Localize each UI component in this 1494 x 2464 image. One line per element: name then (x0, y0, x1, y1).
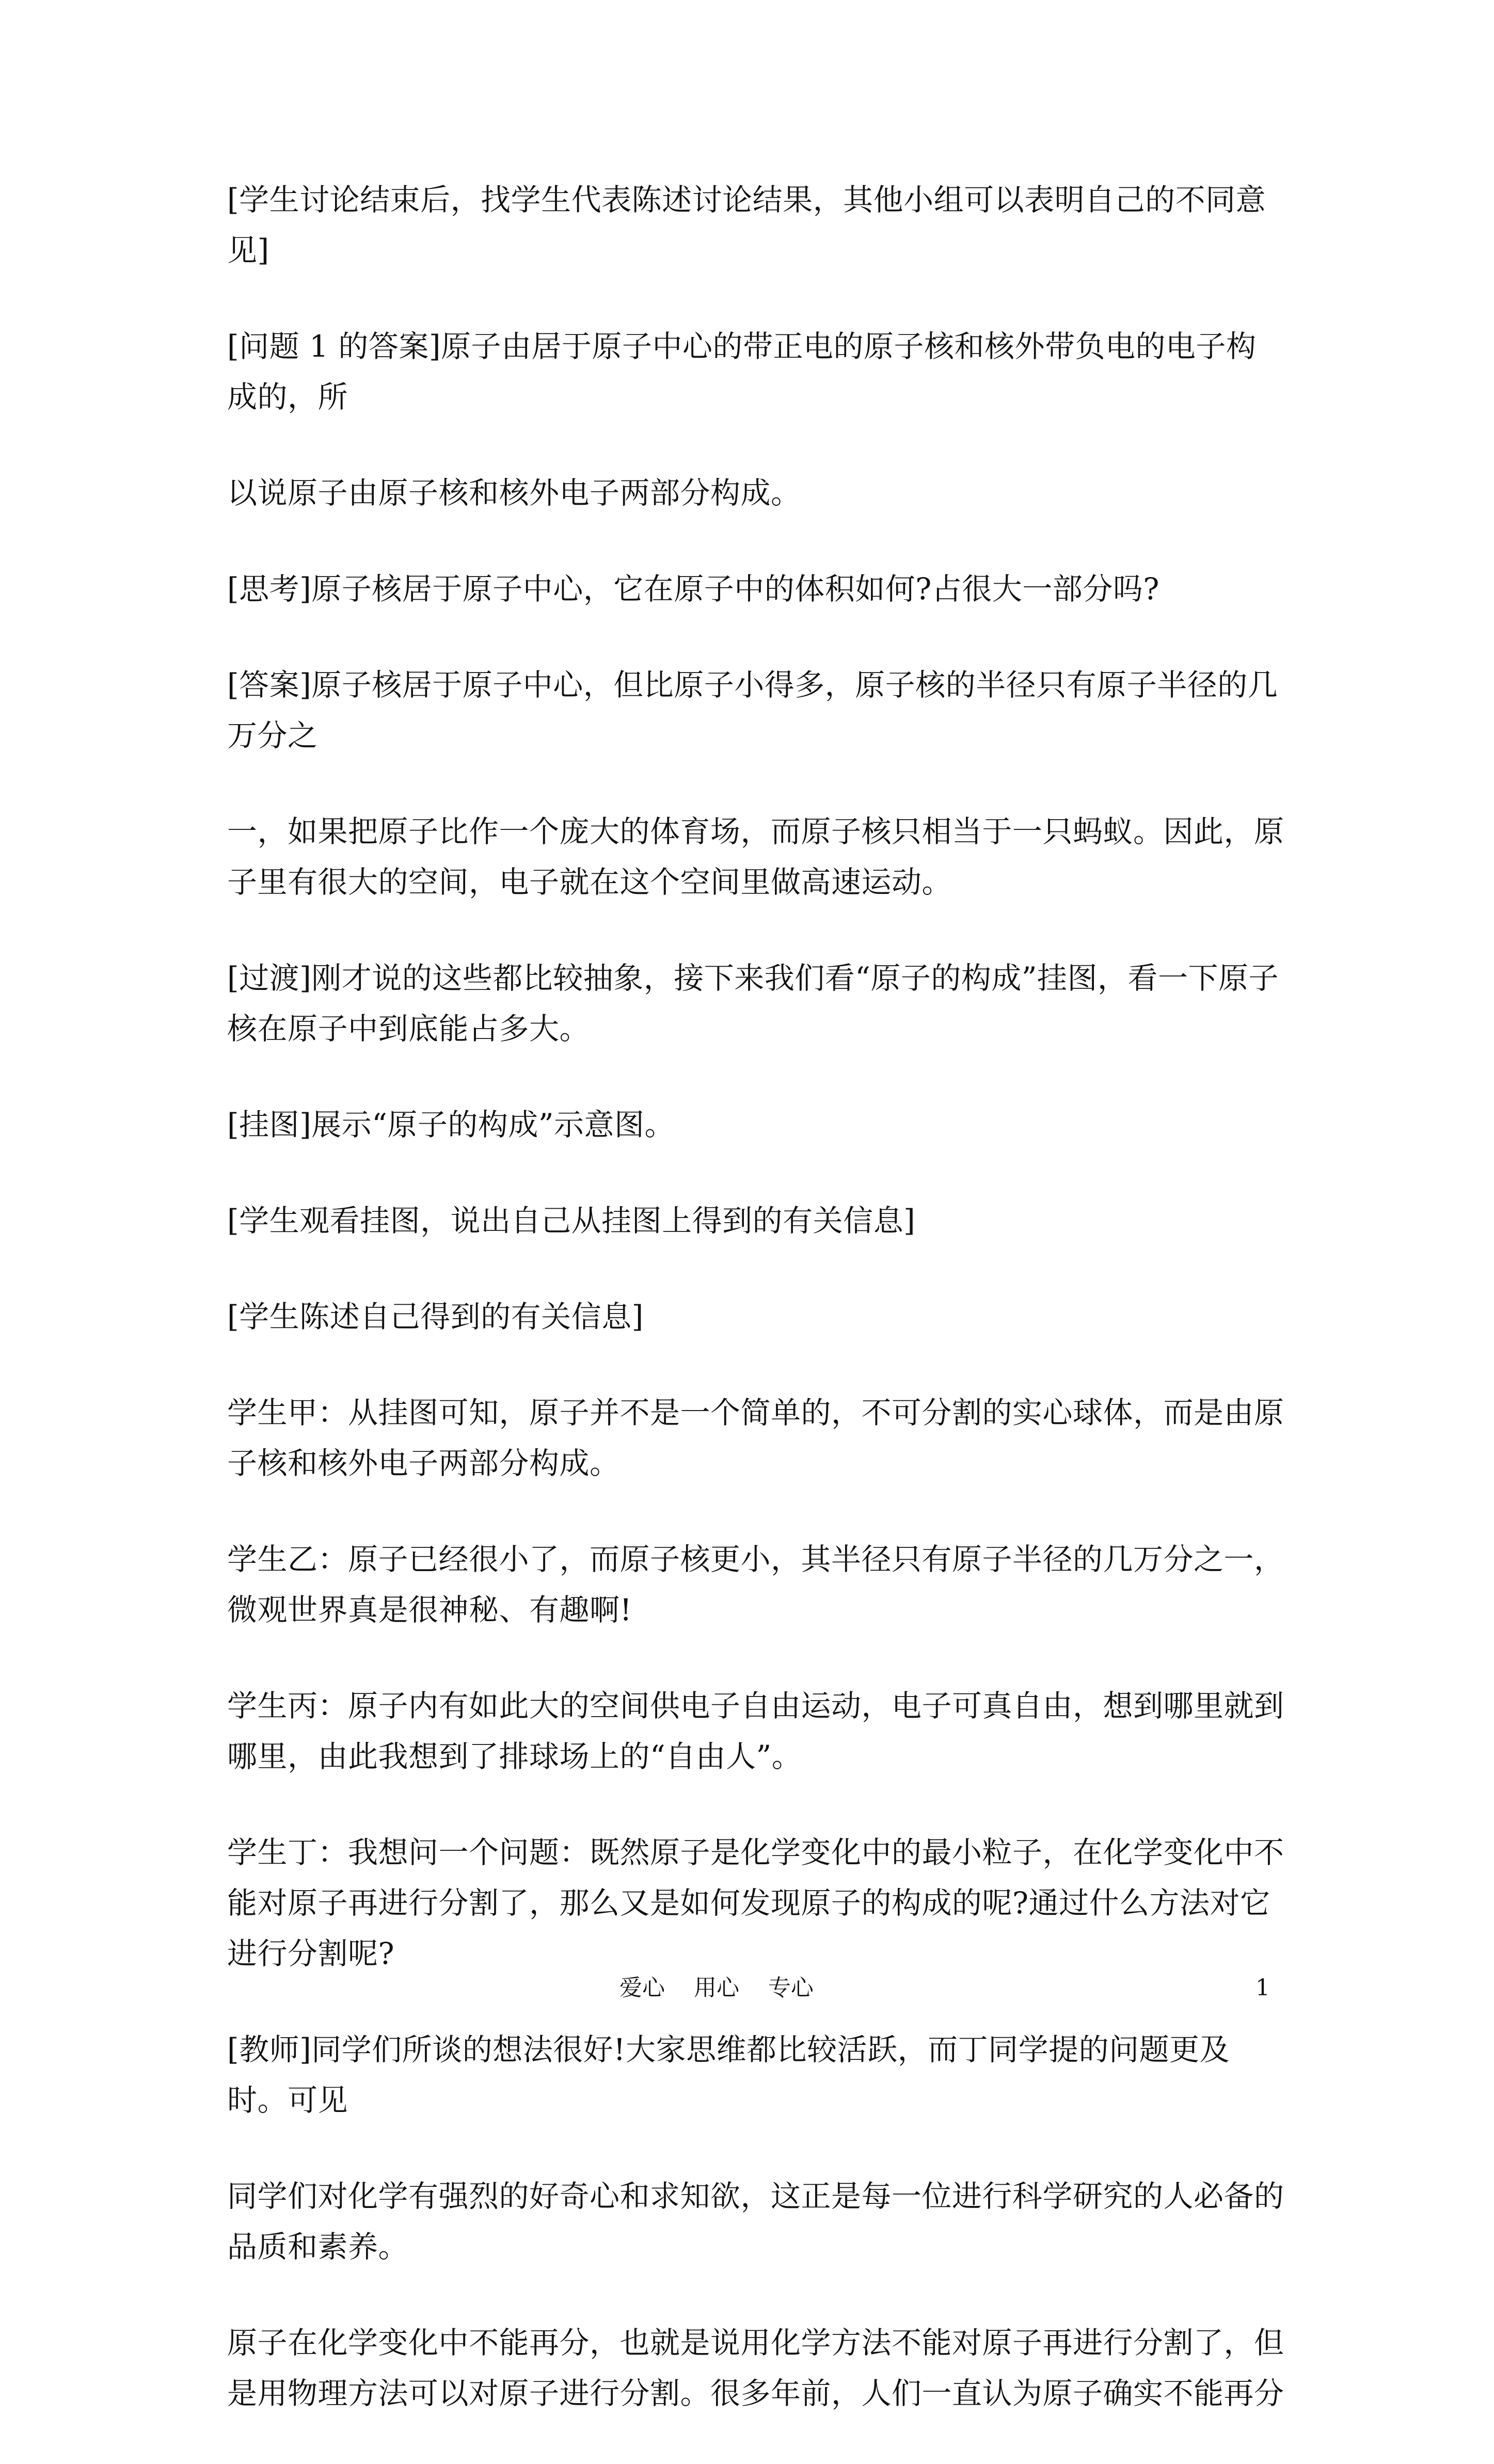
paragraph: [答案]原子核居于原子中心，但比原子小得多，原子核的半径只有原子半径的几万分之 (227, 667, 1278, 753)
paragraph: 一，如果把原子比作一个庞大的体育场，而原子核只相当于一只蚂蚁。因此，原子里有很大的空间，电子就在这个空间里做高速运动。 (227, 814, 1284, 900)
footer-motto: 爱心 用心 专心 (619, 1975, 814, 2001)
paragraph: [学生讨论结束后，找学生代表陈述讨论结果，其他小组可以表明自己的不同意见] (227, 182, 1266, 268)
paragraph: 学生丙：原子内有如此大的空间供电子自由运动，电子可真自由，想到哪里就到哪里，由此我想到了排球场上的“自由人”。 (227, 1688, 1284, 1774)
document-body (227, 174, 1285, 2464)
paragraph: [学生观看挂图，说出自己从挂图上得到的有关信息] (227, 1203, 916, 1238)
paragraph: 原子在化学变化中不能再分，也就是说用化学方法不能对原子再进行分割了，但是用物理方法可以对原子进行分割。很多年前，人们一直认为原子确实不能再分 (227, 2325, 1284, 2411)
paragraph: 学生乙：原子已经很小了，而原子核更小，其半径只有原子半径的几万分之一，微观世界真是很神秘、有趣啊! (227, 1542, 1284, 1627)
paragraph: [学生陈述自己得到的有关信息] (227, 1299, 644, 1334)
paragraph: 学生丁：我想问一个问题：既然原子是化学变化中的最小粒子，在化学变化中不能对原子再进行分割了，那么又是如何发现原子的构成的呢?通过什么方法对它进行分割呢? (227, 1835, 1284, 1971)
paragraph: [问题 1 的答案]原子由居于原子中心的带正电的原子核和核外带负电的电子构成的，所 (227, 329, 1257, 414)
paragraph: 以说原子由原子核和核外电子两部分构成。 (227, 475, 801, 510)
paragraph: [挂图]展示“原子的构成”示意图。 (227, 1107, 675, 1142)
paragraph: [教师]同学们所谈的想法很好!大家思维都比较活跃，而丁同学提的问题更及时。可见 (227, 2032, 1230, 2118)
page-number: 1 (1255, 1975, 1270, 2001)
paragraph: [过渡]刚才说的这些都比较抽象，接下来我们看“原子的构成”挂图，看一下原子核在原子中到底能占多大。 (227, 961, 1279, 1046)
paragraph: [思考]原子核居于原子中心，它在原子中的体积如何?占很大一部分吗? (227, 571, 1159, 606)
paragraph: 学生甲：从挂图可知，原子并不是一个简单的，不可分割的实心球体，而是由原子核和核外电子两部分构成。 (227, 1395, 1284, 1481)
page-footer (0, 1967, 1494, 2009)
paragraph: 同学们对化学有强烈的好奇心和求知欲，这正是每一位进行科学研究的人必备的品质和素养。 (227, 2179, 1284, 2264)
